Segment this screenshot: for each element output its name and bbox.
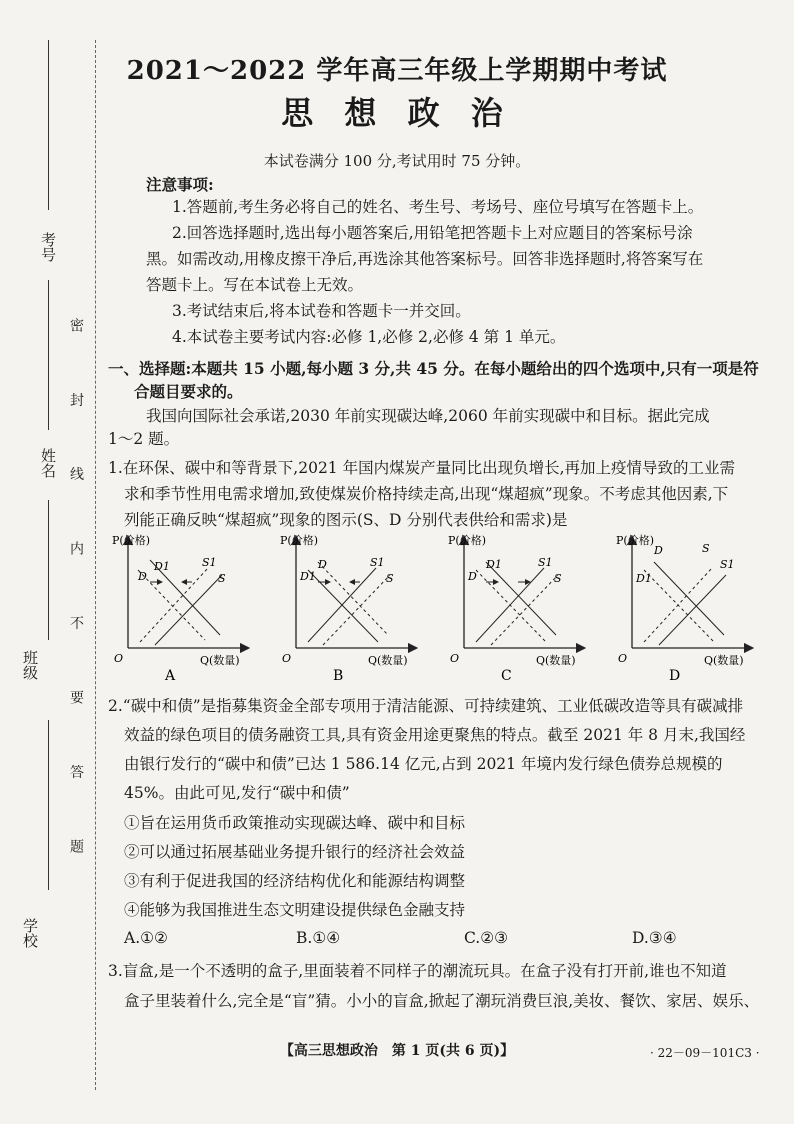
q2-choice-c: C.②③ <box>464 929 509 947</box>
graph-c-origin: O <box>450 652 460 665</box>
graph-d-curve-2: D1 <box>636 572 652 585</box>
graph-b-curve-1: D1 <box>300 570 316 583</box>
q2-line3: 由银行发行的“碳中和债”已达 1 586.14 亿元,占到 2021 年境内发行绿色债券总规模的 <box>124 755 723 773</box>
q1-line1: 1.在环保、碳中和等背景下,2021 年国内煤炭产量同比出现负增长,再加上疫情导致的工业需 <box>108 459 736 477</box>
graph-b-curve-2: D <box>318 558 327 571</box>
graph-a-curve-2: D1 <box>154 560 170 573</box>
notes-item: 2.回答选择题时,选出每小题答案后,用铅笔把答题卡上对应题目的答案标号涂 <box>172 224 693 242</box>
graph-c-curve-4: S <box>554 572 562 585</box>
graph-d <box>616 533 749 684</box>
xuexiao-label: 学校 <box>21 918 39 948</box>
q1-line2: 求和季节性用电需求增加,致使煤炭价格持续走高,出现“煤超疯”现象。不考虑其他因素,下 <box>124 485 729 503</box>
graph-b-origin: O <box>282 652 292 665</box>
exam-info: 本试卷满分 100 分,考试用时 75 分钟。 <box>263 152 531 170</box>
xuexiao-line <box>48 720 49 890</box>
graph-b-x-label: Q(数量) <box>368 654 408 667</box>
q1-graphs <box>110 530 770 690</box>
seal-notice: 密 封 线 内 不 要 答 题 <box>68 318 84 882</box>
graph-d-curve-3: S <box>702 542 710 555</box>
banji-label: 班级 <box>21 650 39 680</box>
graph-c <box>448 533 581 684</box>
notes-item: 4.本试卷主要考试内容:必修 1,必修 2,必修 4 第 1 单元。 <box>172 328 566 346</box>
graph-a-curve-3: S1 <box>202 556 217 569</box>
q2-option: ④能够为我国推进生态文明建设提供绿色金融支持 <box>124 901 466 919</box>
graph-d-curve-4: S1 <box>720 558 735 571</box>
graph-d-curve-1: D <box>654 544 663 557</box>
graph-a-curve-1: D <box>138 570 147 583</box>
notes-heading: 注意事项: <box>146 175 214 194</box>
notes-item: 3.考试结束后,将本试卷和答题卡一并交回。 <box>172 302 471 320</box>
q2-choice-d: D.③④ <box>632 929 677 947</box>
banji-line <box>48 500 49 640</box>
graph-b-y-label: P(价格) <box>280 534 318 547</box>
graph-b-curve-4: S <box>386 572 394 585</box>
graph-b-curve-3: S1 <box>370 556 385 569</box>
graph-a-x-label: Q(数量) <box>200 654 240 667</box>
section-heading-line2: 合题目要求的。 <box>134 382 243 401</box>
graph-a-label: A <box>165 668 176 684</box>
q2-line2: 效益的绿色项目的债务融资工具,具有资金用途更聚焦的特点。截至 2021 年 8 月末,我国经 <box>124 726 746 744</box>
xingming-line <box>48 280 49 430</box>
section-heading-line1: 一、选择题:本题共 15 小题,每小题 3 分,共 45 分。在每小题给出的四个选项中,只有一项是符 <box>108 359 759 378</box>
notes-item: 黑。如需改动,用橡皮擦干净后,再选涂其他答案标号。回答非选择题时,将答案写在 <box>146 250 704 268</box>
q2-option: ③有利于促进我国的经济结构优化和能源结构调整 <box>124 872 466 890</box>
q2-choice-a: A.①② <box>124 929 168 947</box>
graph-c-y-label: P(价格) <box>448 534 486 547</box>
notes-item: 1.答题前,考生务必将自己的姓名、考生号、考场号、座位号填写在答题卡上。 <box>172 198 704 216</box>
graph-d-x-label: Q(数量) <box>704 654 744 667</box>
q3-line2: 盒子里装着什么,完全是“盲”猜。小小的盲盒,掀起了潮玩消费巨浪,美妆、餐饮、家居、娱乐、 <box>124 992 760 1010</box>
graph-a-y-label: P(价格) <box>112 534 150 547</box>
q1-line3: 列能正确反映“煤超疯”现象的图示(S、D 分别代表供给和需求)是 <box>124 511 568 529</box>
q2-options <box>124 809 465 925</box>
intro-line2: 1～2 题。 <box>108 430 180 448</box>
graph-c-curve-3: S1 <box>538 556 553 569</box>
graph-c-curve-2: D1 <box>486 558 502 571</box>
graph-c-label: C <box>501 668 512 684</box>
exam-title: 2021～2022 学年高三年级上学期期中考试 <box>126 56 668 86</box>
xingming-label: 姓名 <box>39 448 57 478</box>
q2-option: ①旨在运用货币政策推动实现碳达峰、碳中和目标 <box>124 814 466 832</box>
graph-d-label: D <box>669 668 681 684</box>
page-footer: 【高三思想政治 第 1 页(共 6 页)】 <box>279 1043 515 1059</box>
kaohao-label: 考号 <box>39 232 57 262</box>
seal-dashed-line <box>95 40 96 1090</box>
graph-b <box>280 533 413 684</box>
graph-b-label: B <box>333 668 344 684</box>
q2-choice-b: B.①④ <box>296 929 341 947</box>
q2-option: ②可以通过拓展基础业务提升银行的经济社会效益 <box>124 843 466 861</box>
graph-d-origin: O <box>618 652 628 665</box>
notes-item: 答题卡上。写在本试卷上无效。 <box>146 276 364 294</box>
subject-title: 思 想 政 治 <box>281 94 513 132</box>
intro-line1: 我国向国际社会承诺,2030 年前实现碳达峰,2060 年前实现碳中和目标。据此完成 <box>146 407 710 425</box>
graph-a <box>112 533 245 684</box>
paper-code: · 22－09－101C3 · <box>650 1046 760 1060</box>
graph-c-x-label: Q(数量) <box>536 654 576 667</box>
graph-d-y-label: P(价格) <box>616 534 654 547</box>
notes-list <box>146 194 736 350</box>
q3-line1: 3.盲盒,是一个不透明的盒子,里面装着不同样子的潮流玩具。在盒子没有打开前,谁也不知道 <box>108 962 727 980</box>
graph-a-origin: O <box>114 652 124 665</box>
graph-c-curve-1: D <box>468 570 477 583</box>
q2-line4: 45%。由此可见,发行“碳中和债” <box>124 784 350 802</box>
graph-a-curve-4: S <box>218 572 226 585</box>
q2-line1: 2.“碳中和债”是指募集资金全部专项用于清洁能源、可持续建筑、工业低碳改造等具有碳减排 <box>108 697 744 715</box>
